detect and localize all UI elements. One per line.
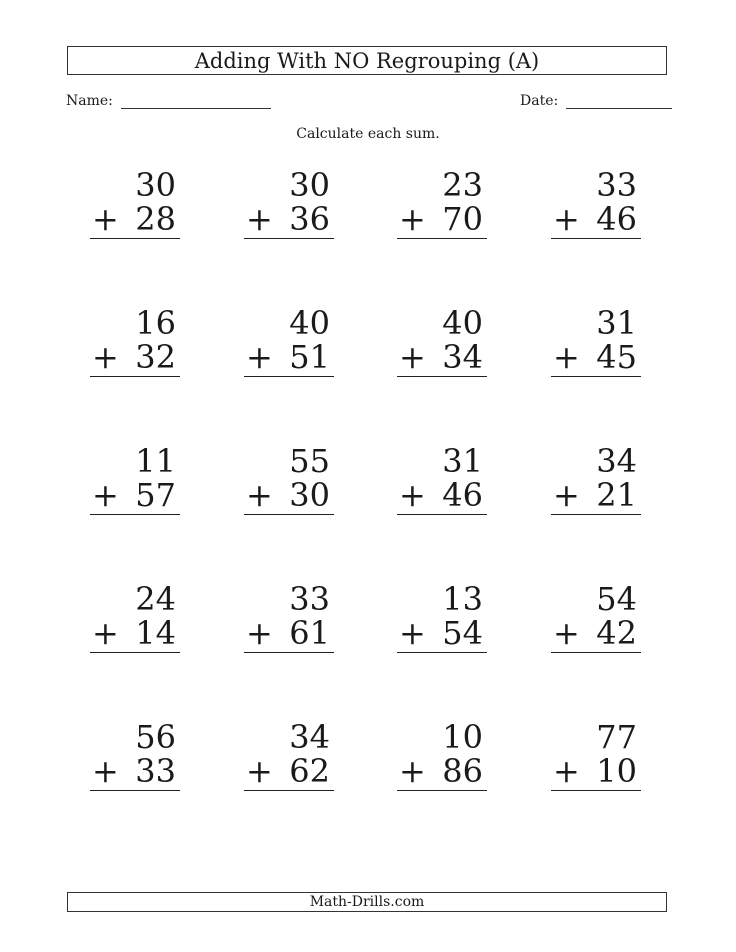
problem-18: [244, 720, 334, 791]
problem-20: [551, 720, 641, 791]
footer: Math-Drills.com: [67, 892, 667, 912]
plus-sign: +: [399, 476, 426, 514]
addend-bottom-row: [244, 202, 334, 239]
plus-sign: +: [553, 476, 580, 514]
addend-top: 55: [289, 442, 330, 480]
problem-11: [397, 444, 487, 515]
addend-bottom: 21: [596, 476, 637, 514]
problem-12: [551, 444, 641, 515]
date-input-line[interactable]: [566, 92, 672, 109]
addend-bottom: 54: [442, 614, 483, 652]
instructions: Calculate each sum.: [296, 126, 440, 142]
addend-bottom-row: [90, 754, 180, 791]
worksheet-title: Adding With NO Regrouping (A): [67, 46, 667, 75]
problem-3: [397, 168, 487, 239]
addend-bottom-row: [551, 754, 641, 791]
addend-top: 33: [596, 166, 637, 204]
addend-bottom: 70: [442, 200, 483, 238]
addend-bottom: 28: [135, 200, 176, 238]
problem-19: [397, 720, 487, 791]
addend-bottom: 46: [442, 476, 483, 514]
plus-sign: +: [246, 338, 273, 376]
plus-sign: +: [92, 752, 119, 790]
problem-10: [244, 444, 334, 515]
plus-sign: +: [246, 476, 273, 514]
addend-bottom: 57: [135, 476, 176, 514]
addend-top: 40: [289, 304, 330, 342]
addend-bottom: 46: [596, 200, 637, 238]
addend-top: 30: [289, 166, 330, 204]
addend-bottom: 33: [135, 752, 176, 790]
addend-bottom-row: [90, 202, 180, 239]
problem-6: [244, 306, 334, 377]
addend-bottom-row: [397, 202, 487, 239]
addend-bottom: 36: [289, 200, 330, 238]
addend-bottom: 10: [596, 752, 637, 790]
addend-top: 34: [289, 718, 330, 756]
name-field: [66, 92, 271, 109]
addend-bottom: 51: [289, 338, 330, 376]
addend-bottom-row: [397, 478, 487, 515]
problem-14: [244, 582, 334, 653]
addend-bottom-row: [90, 616, 180, 653]
plus-sign: +: [553, 200, 580, 238]
addend-bottom-row: [244, 616, 334, 653]
addend-bottom-row: [244, 754, 334, 791]
plus-sign: +: [553, 614, 580, 652]
addend-bottom-row: [90, 478, 180, 515]
date-label: Date:: [520, 93, 559, 109]
addend-top: 24: [135, 580, 176, 618]
plus-sign: +: [92, 200, 119, 238]
addend-bottom: 86: [442, 752, 483, 790]
problem-15: [397, 582, 487, 653]
addend-top: 30: [135, 166, 176, 204]
problem-8: [551, 306, 641, 377]
addend-bottom: 42: [596, 614, 637, 652]
problem-1: [90, 168, 180, 239]
plus-sign: +: [92, 338, 119, 376]
addend-bottom: 61: [289, 614, 330, 652]
addend-top: 31: [442, 442, 483, 480]
plus-sign: +: [399, 752, 426, 790]
addend-bottom-row: [397, 616, 487, 653]
plus-sign: +: [92, 476, 119, 514]
problem-16: [551, 582, 641, 653]
addend-top: 23: [442, 166, 483, 204]
plus-sign: +: [246, 200, 273, 238]
problem-17: [90, 720, 180, 791]
name-label: Name:: [66, 93, 113, 109]
addend-bottom-row: [397, 340, 487, 377]
addend-top: 10: [442, 718, 483, 756]
addend-bottom: 32: [135, 338, 176, 376]
addend-top: 77: [596, 718, 637, 756]
addend-bottom-row: [397, 754, 487, 791]
plus-sign: +: [399, 338, 426, 376]
problem-9: [90, 444, 180, 515]
addend-top: 13: [442, 580, 483, 618]
problem-7: [397, 306, 487, 377]
name-input-line[interactable]: [121, 92, 271, 109]
addend-bottom-row: [551, 202, 641, 239]
addend-top: 11: [135, 442, 176, 480]
plus-sign: +: [399, 614, 426, 652]
addend-bottom-row: [551, 340, 641, 377]
problem-5: [90, 306, 180, 377]
addend-top: 40: [442, 304, 483, 342]
addend-bottom: 45: [596, 338, 637, 376]
addend-bottom-row: [551, 616, 641, 653]
problem-2: [244, 168, 334, 239]
addend-bottom: 14: [135, 614, 176, 652]
addend-top: 56: [135, 718, 176, 756]
addend-bottom-row: [244, 478, 334, 515]
addend-top: 31: [596, 304, 637, 342]
plus-sign: +: [553, 752, 580, 790]
addend-bottom-row: [90, 340, 180, 377]
addend-bottom: 30: [289, 476, 330, 514]
addend-top: 34: [596, 442, 637, 480]
addend-top: 54: [596, 580, 637, 618]
plus-sign: +: [553, 338, 580, 376]
problem-13: [90, 582, 180, 653]
addend-top: 33: [289, 580, 330, 618]
problem-4: [551, 168, 641, 239]
addend-bottom-row: [551, 478, 641, 515]
addend-bottom: 34: [442, 338, 483, 376]
plus-sign: +: [92, 614, 119, 652]
plus-sign: +: [246, 614, 273, 652]
date-field: [520, 92, 672, 109]
addend-top: 16: [135, 304, 176, 342]
plus-sign: +: [246, 752, 273, 790]
addend-bottom-row: [244, 340, 334, 377]
addend-bottom: 62: [289, 752, 330, 790]
plus-sign: +: [399, 200, 426, 238]
